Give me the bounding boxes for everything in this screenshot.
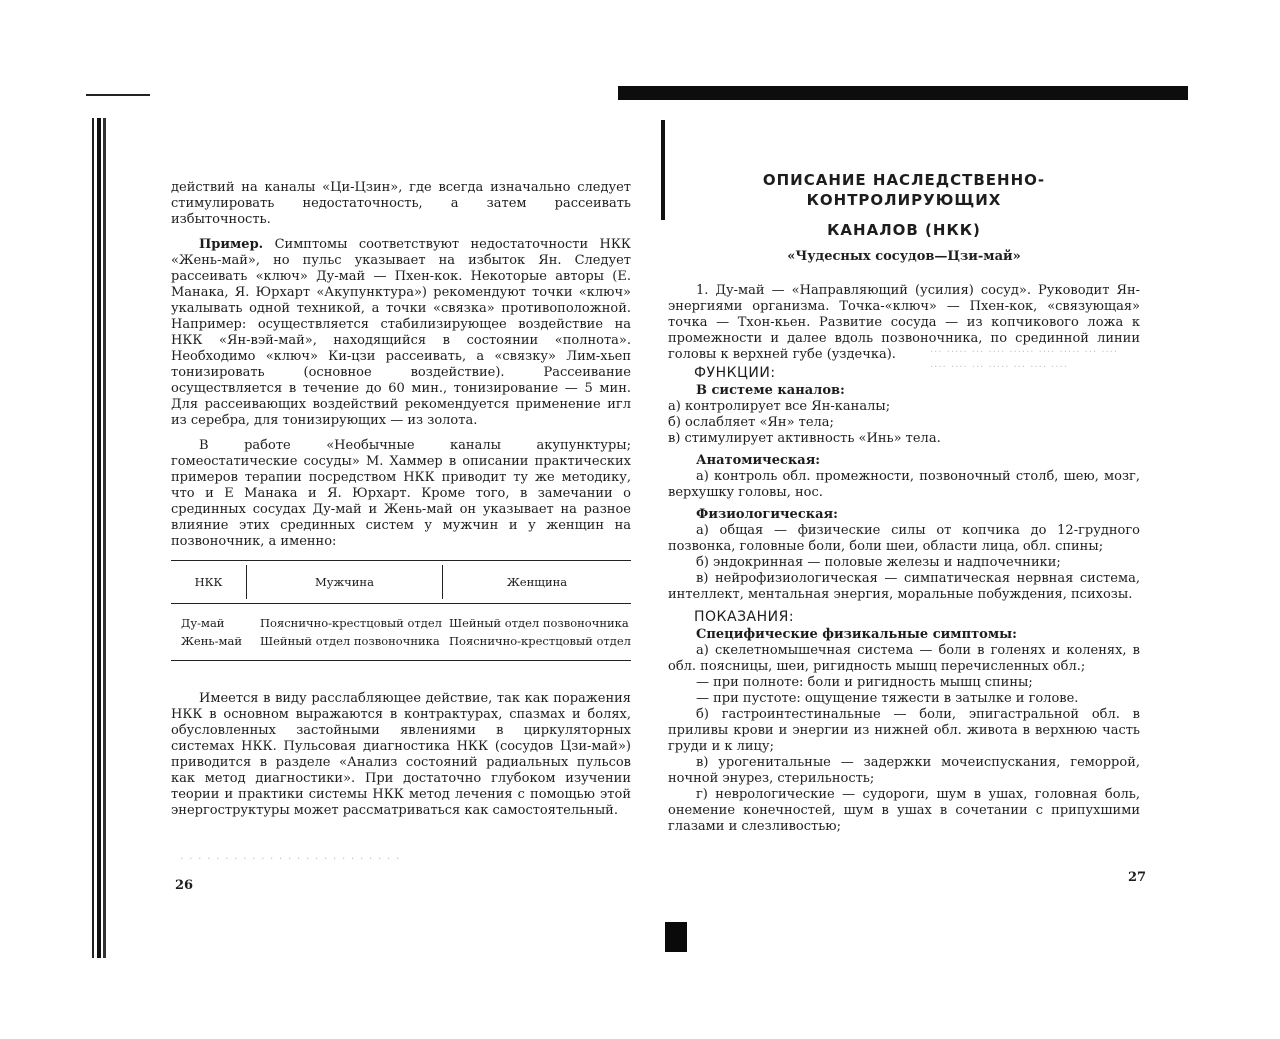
table-cell: Пояснично-крестцовый отдел: [260, 616, 442, 630]
chapter-subtitle: «Чудесных сосудов—Цзи-май»: [787, 249, 1021, 264]
table-cell: Жень-май: [181, 634, 243, 648]
functions-heading: ФУНКЦИИ:: [694, 365, 776, 381]
list-item: г) неврологические — судороги, шум в ушах, головная боль, онемение конечностей, шум в ушах в сочетании с припухшими глазами и слезливостью;: [668, 787, 1140, 834]
right-page: [668, 170, 1140, 835]
list-item: в) урогенитальные — задержки мочеиспускания, геморрой, ночной энурез, стерильность;: [668, 755, 1140, 786]
bleed-through-right: ··· ····· ··· ···· ······ ···· ····· ··· ···· ···· ···· ··· ····· ··· ···· ····: [930, 347, 1119, 373]
list-item: в) стимулирует активность «Инь» тела.: [668, 431, 941, 446]
table-row: [171, 632, 631, 650]
scan-edge-left: [88, 118, 108, 958]
list-item: а) общая — физические силы от копчика до 12-грудного позвонка, головные боли, боли шеи, области лица, обл. спины;: [668, 523, 1140, 554]
intro-paragraph: 1. Ду-май — «Направляющий (усилия) сосуд». Руководит Ян-энергиями организма. Точка-«ключ» — Пхен-кок, «связующая» точка — Тхон-кьен. Развитие сосуда — из копчикового ложа к промежности и далее вдоль позвоночника, по срединной линии головы к верхней губе (уздечка).: [668, 283, 1140, 362]
scan-edge-left-top: [86, 94, 150, 96]
table-cell: Шейный отдел позвоночника: [449, 616, 629, 630]
left-page: [171, 180, 631, 819]
paragraph: В работе «Необычные каналы акупунктуры; гомеостатические сосуды» М. Хаммер в описании практических примеров терапии посредством НКК приводит ту же методику, что и Е Манака и Я. Юрхарт. Кроме того, в замечании о срединных сосудах Ду-май и Жень-май он указывает на разное влияние этих срединных систем у мужчин и у женщин на позвоночник, а именно:: [171, 438, 631, 549]
anatomical-heading: Анатомическая:: [696, 453, 821, 468]
scan-edge-top: [618, 86, 1188, 100]
example-paragraph: [171, 237, 631, 429]
channels-heading: В системе каналов:: [696, 383, 845, 398]
table-header-cell: Мужчина: [247, 565, 443, 599]
page-number-right: 27: [1128, 870, 1147, 885]
table-cell: Ду-май: [181, 616, 225, 630]
table-cell: Пояснично-крестцовый отдел: [449, 634, 631, 648]
list-item: б) ослабляет «Ян» тела;: [668, 415, 834, 430]
list-item: б) гастроинтестинальные — боли, эпигастральной обл. в приливы крови и энергии из нижней обл. живота в верхнюю часть груди и к лицу;: [668, 707, 1140, 754]
list-item: б) эндокринная — половые железы и надпочечники;: [696, 555, 1061, 570]
chapter-title-line2: КАНАЛОВ (НКК): [827, 221, 981, 239]
indications-heading: ПОКАЗАНИЯ:: [694, 609, 795, 625]
paragraph: Имеется в виду расслабляющее действие, так как поражения НКК в основном выражаются в контрактурах, спазмах и болях, обусловленных застойными явлениями в циркуляторных системах НКК. Пульсовая диагностика НКК (сосудов Цзи-май») приводится в разделе «Анализ состояний радиальных пульсов как метод диагностики». При достаточно глубоком изучении теории и практики системы НКК метод лечения с помощью этой энергоструктуры может рассматриваться как самостоятельный.: [171, 691, 631, 818]
paragraph: действий на каналы «Ци-Цзин», где всегда изначально следует стимулировать недостаточность, а затем рассеивать избыточность.: [171, 180, 631, 227]
list-item: в) нейрофизиологическая — симпатическая нервная система, интеллект, ментальная энергия, моральные побуждения, психозы.: [668, 571, 1140, 602]
table-header: [171, 561, 631, 604]
chapter-title: ОПИСАНИЕ НАСЛЕДСТВЕННО-КОНТРОЛИРУЮЩИХ: [762, 171, 1046, 209]
anatomical-text: а) контроль обл. промежности, позвоночный столб, шею, мозг, верхушку головы, нос.: [668, 469, 1140, 500]
example-label: Пример.: [199, 237, 264, 252]
table-cell: Шейный отдел позвоночника: [260, 634, 440, 648]
page-number-left: 26: [175, 878, 194, 893]
physiological-heading: Физиологическая:: [696, 507, 838, 522]
example-text: Симптомы соответствуют недостаточности НКК «Жень-май», но пульс указывает на избыток Ян. Следует рассеивать «ключ» Ду-май — Пхен-кок. Некоторые авторы (Е. Манака, Я. Юрхарт «Акупунктура») рекомендуют точки «ключ» укалывать одной техникой, а точки «связка» противоположной. Например: осуществляется стабилизирующее воздействие на НКК «Ян-вэй-май», находящийся в состоянии «полнота». Необходимо «ключ» Ки-цзи рассеивать, а «связку» Лим-хьеп тонизировать (основное воздействие). Рассеивание осуществляется в течение до 60 мин., тонизирование — 5 мин. Для рассеивающих воздействий рекомендуется применение игл из серебра, для тонизирующих — из золота.: [171, 237, 631, 428]
scan-edge-center: [658, 120, 668, 220]
list-item: — при полноте: боли и ригидность мышц спины;: [696, 675, 1033, 690]
list-item: а) контролирует все Ян-каналы;: [668, 399, 891, 414]
specific-symptoms-heading: Специфические физикальные симптомы:: [696, 627, 1017, 642]
list-item: а) скелетномышечная система — боли в голенях и коленях, в обл. поясницы, шеи, ригидность мышц перечисленных обл.;: [668, 643, 1140, 674]
bleed-through-left: · · · · · · · · · · · · · · · · · · · · · · · · ·: [180, 852, 401, 865]
table-header-cell: Женщина: [506, 575, 568, 589]
spine-influence-table: [171, 560, 631, 661]
table-header-cell: НКК: [171, 565, 247, 599]
table-row: [171, 614, 631, 632]
scan-edge-center-bottom: [665, 922, 687, 952]
table-body: [171, 604, 631, 661]
list-item: — при пустоте: ощущение тяжести в затылке и голове.: [696, 691, 1079, 706]
